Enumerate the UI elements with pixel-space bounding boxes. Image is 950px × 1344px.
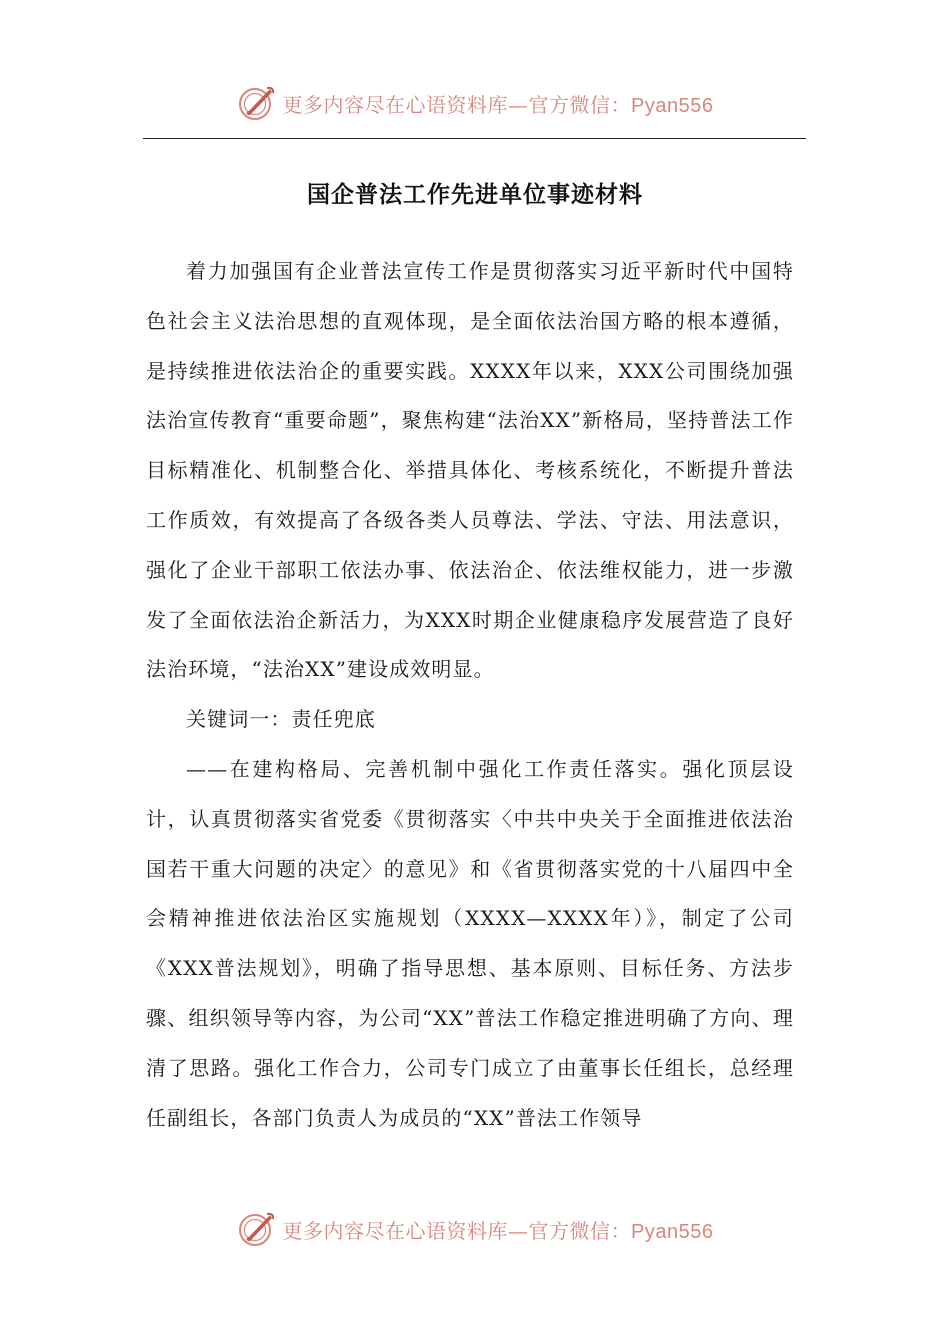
header-watermark-banner — [0, 78, 950, 128]
quill-logo-icon — [237, 1209, 277, 1249]
body-paragraph-intro: 着力加强国有企业普法宣传工作是贯彻落实习近平新时代中国特色社会主义法治思想的直观体现，是全面依法治国方略的根本遵循，是持续推进依法治企的重要实践。XXXX年以来，XXX公司围绕加强法治宣传教育“重要命题”，聚焦构建“法治XX”新格局，坚持普法工作目标精准化、机制整合化、举措具体化、考核系统化，不断提升普法工作质效，有效提高了各级各类人员尊法、学法、守法、用法意识，强化了企业干部职工依法办事、依法治企、依法维权能力，进一步激发了全面依法治企新活力，为XXX时期企业健康稳序发展营造了良好法治环境，“法治XX”建设成效明显。 — [146, 259, 794, 682]
header-divider — [143, 138, 806, 139]
quill-logo-icon — [237, 83, 277, 123]
watermark-text — [283, 89, 714, 118]
watermark-prefix: 更多内容尽在心语资料库—官方微信： — [282, 92, 632, 117]
watermark-wechat-id: Pyan556 — [631, 94, 714, 117]
footer-watermark-banner — [0, 1204, 950, 1254]
watermark-prefix: 更多内容尽在心语资料库—官方微信： — [282, 1218, 632, 1243]
document-body — [146, 247, 794, 1143]
keyword-heading: 关键词一：责任兜底 — [186, 707, 376, 732]
body-paragraph-responsibility: ——在建构格局、完善机制中强化工作责任落实。强化顶层设计，认真贯彻落实省党委《贯彻落实〈中共中央关于全面推进依法治国若干重大问题的决定〉的意见》和《省贯彻落实党的十八届四中全会精神推进依法治区实施规划（XXXX—XXXX年）》，制定了公司《XXX普法规划》，明确了指导思想、基本原则、目标任务、方法步骤、组织领导等内容，为公司“XX”普法工作稳定推进明确了方向、理清了思路。强化工作合力，公司专门成立了由董事长任组长，总经理任副组长，各部门负责人为成员的“XX”普法工作领导 — [146, 756, 794, 1130]
document-title: 国企普法工作先进单位事迹材料 — [307, 181, 643, 208]
watermark-text — [283, 1215, 714, 1244]
watermark-wechat-id: Pyan556 — [631, 1220, 714, 1243]
